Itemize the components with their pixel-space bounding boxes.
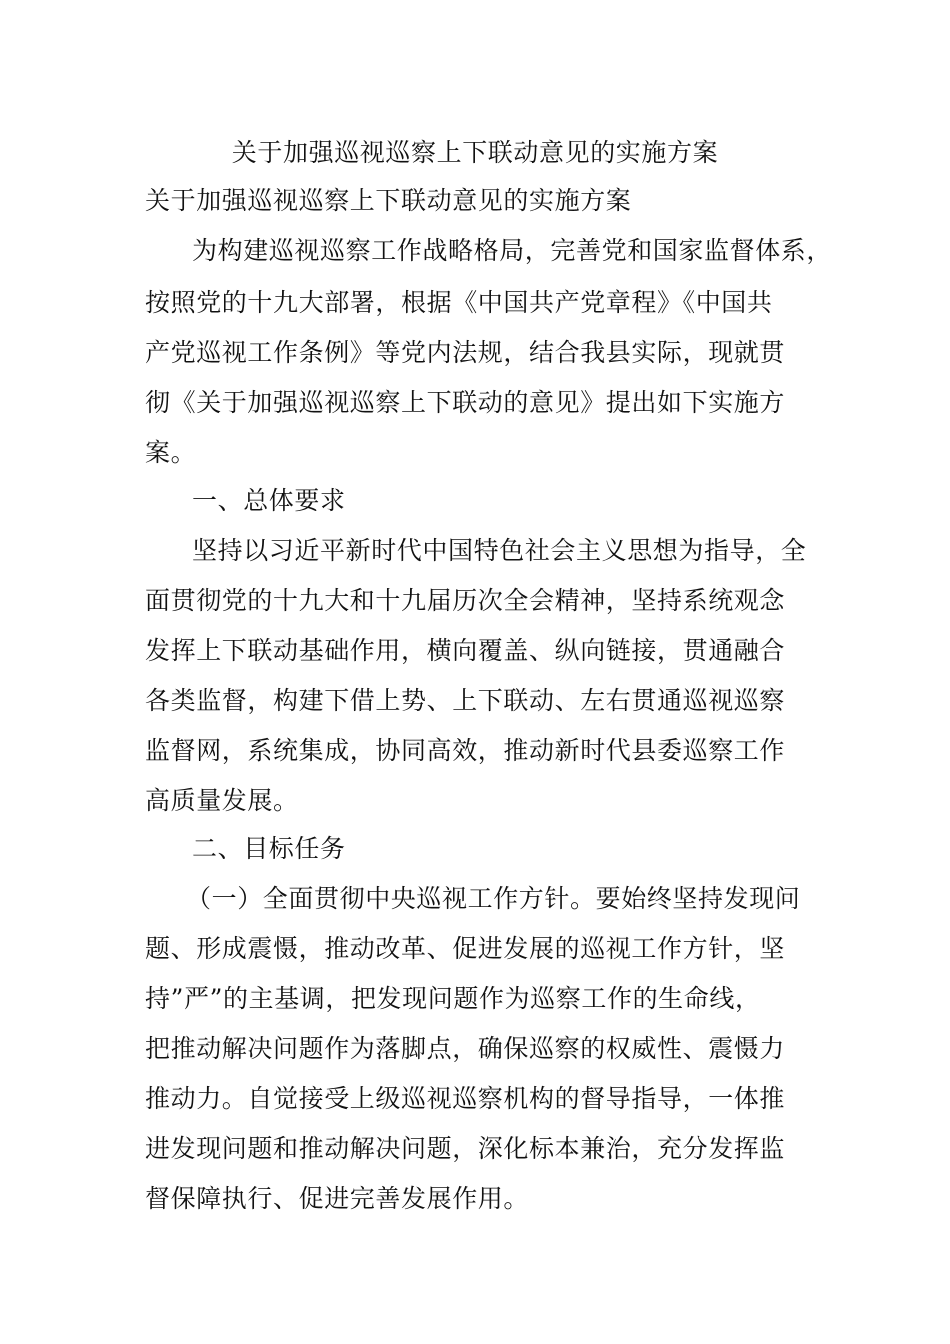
paragraph-line: 坚持以习近平新时代中国特色社会主义思想为指导，全 bbox=[192, 536, 807, 565]
paragraph-line: 推动力。自觉接受上级巡视巡察机构的督导指导，一体推 bbox=[145, 1084, 786, 1113]
paragraph-line: 高质量发展。 bbox=[145, 786, 299, 815]
document-subtitle: 关于加强巡视巡察上下联动意见的实施方案 bbox=[145, 186, 632, 215]
paragraph-line: （一）全面贯彻中央巡视工作方针。要始终坚持发现问 bbox=[186, 884, 801, 913]
paragraph-line: 把推动解决问题作为落脚点，确保巡察的权威性、震慑力 bbox=[145, 1034, 786, 1063]
paragraph-line: 督保障执行、促进完善发展作用。 bbox=[145, 1184, 530, 1213]
paragraph-line: 题、形成震慑，推动改革、促进发展的巡视工作方针，坚 bbox=[145, 934, 786, 963]
paragraph-line: 发挥上下联动基础作用，横向覆盖、纵向链接，贯通融合 bbox=[145, 636, 786, 665]
section-heading: 一、总体要求 bbox=[192, 486, 346, 515]
paragraph-line: 为构建巡视巡察工作战略格局，完善党和国家监督体系， bbox=[192, 236, 833, 265]
paragraph-line: 持”严”的主基调，把发现问题作为巡察工作的生命线， bbox=[145, 984, 761, 1013]
paragraph-line: 面贯彻党的十九大和十九届历次全会精神，坚持系统观念 bbox=[145, 586, 786, 615]
section-heading: 二、目标任务 bbox=[192, 834, 346, 863]
paragraph-line: 进发现问题和推动解决问题，深化标本兼治，充分发挥监 bbox=[145, 1134, 786, 1163]
paragraph-line: 彻《关于加强巡视巡察上下联动的意见》提出如下实施方 bbox=[145, 388, 786, 417]
document-title: 关于加强巡视巡察上下联动意见的实施方案 bbox=[231, 138, 719, 167]
paragraph-line: 按照党的十九大部署，根据《中国共产党章程》《中国共 bbox=[145, 288, 773, 317]
paragraph-line: 监督网，系统集成，协同高效，推动新时代县委巡察工作 bbox=[145, 736, 786, 765]
paragraph-line: 产党巡视工作条例》等党内法规，结合我县实际，现就贯 bbox=[145, 338, 786, 367]
paragraph-line: 案。 bbox=[145, 438, 197, 467]
paragraph-line: 各类监督，构建下借上势、上下联动、左右贯通巡视巡察 bbox=[145, 686, 786, 715]
